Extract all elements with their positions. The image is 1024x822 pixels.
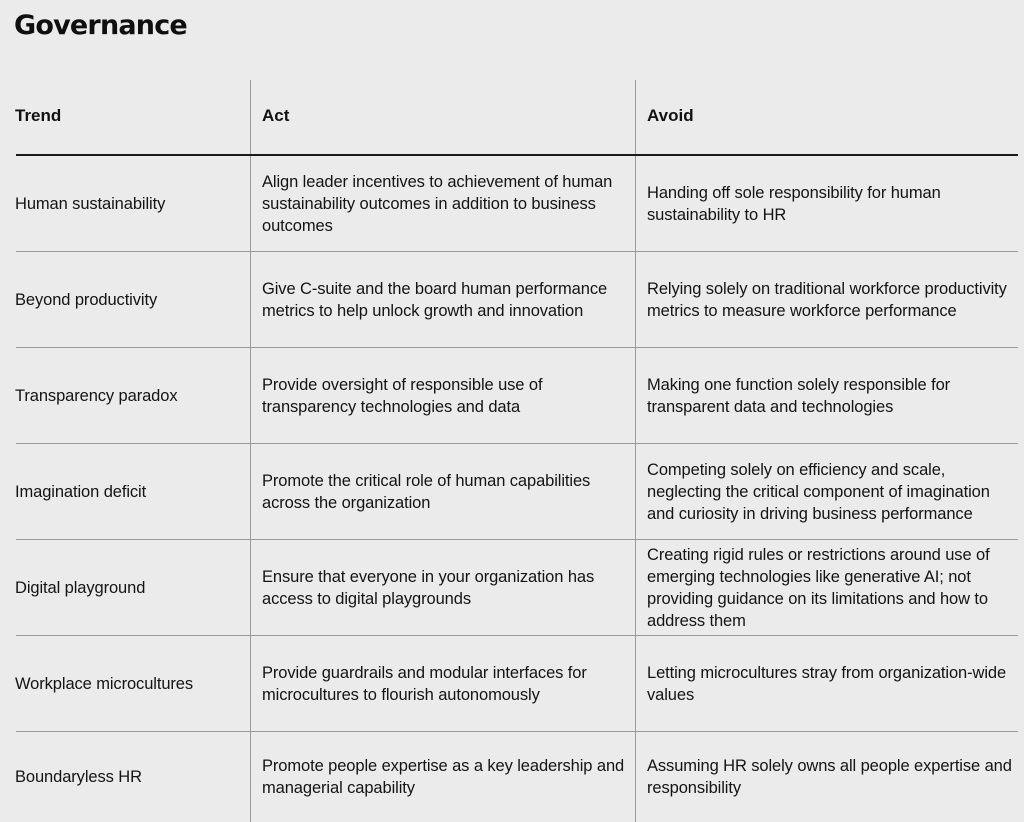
trend-cell: Workplace microcultures [15,674,194,693]
avoid-cell: Making one function solely responsible for transparent data and technologies [647,375,951,416]
trend-cell: Human sustainability [15,194,166,213]
avoid-cell: Letting microcultures stray from organization-wide values [647,663,1007,704]
header-trend: Trend [15,106,62,125]
act-cell: Provide guardrails and modular interfaces for microcultures to flourish autonomously [262,663,587,704]
avoid-cell: Assuming HR solely owns all people expertise and responsibility [647,757,1012,797]
trend-cell: Transparency paradox [15,386,178,405]
avoid-cell: Creating rigid rules or restrictions around use of emerging technologies like generative AI; not providing guidance on its limitations and how to address them [647,545,990,630]
act-cell: Give C-suite and the board human performance metrics to help unlock growth and innovation [262,279,608,320]
avoid-cell: Competing solely on efficiency and scale, neglecting the critical component of imagination and curiosity in driving business performance [647,460,990,523]
avoid-cell: Relying solely on traditional workforce productivity metrics to measure workforce performance [647,279,1007,320]
column-divider [635,80,636,822]
column-divider [250,80,251,822]
act-cell: Promote the critical role of human capabilities across the organization [262,471,591,512]
page-title: Governance [14,10,187,41]
trend-cell: Digital playground [15,578,146,597]
act-cell: Promote people expertise as a key leadership and managerial capability [262,757,625,797]
act-cell: Ensure that everyone in your organization has access to digital playgrounds [262,567,595,608]
act-cell: Align leader incentives to achievement of human sustainability outcomes in addition to business outcomes [262,172,613,235]
header-avoid: Avoid [647,106,694,125]
act-cell: Provide oversight of responsible use of transparency technologies and data [262,375,543,416]
trend-cell: Boundaryless HR [15,768,142,786]
trend-cell: Imagination deficit [15,482,147,501]
avoid-cell: Handing off sole responsibility for human sustainability to HR [647,183,941,224]
trend-cell: Beyond productivity [15,290,158,309]
header-act: Act [262,106,290,125]
